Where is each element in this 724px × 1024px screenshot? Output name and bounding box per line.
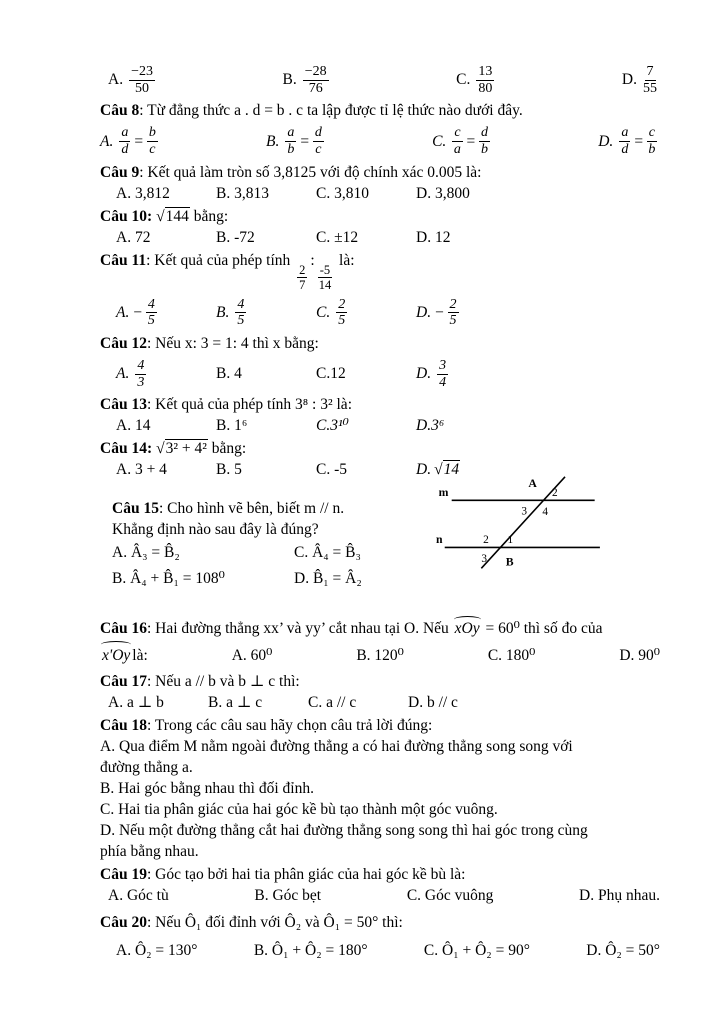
fraction: [476, 64, 494, 96]
fraction: [643, 64, 657, 96]
fraction: [619, 125, 630, 157]
q12-text: : Nếu x: 3 = 1: 4 thì x bằng:: [146, 335, 319, 353]
fraction: [303, 64, 329, 96]
option-c: [432, 124, 493, 158]
q12-title: [100, 333, 660, 354]
equals-sign: =: [299, 132, 310, 150]
fraction-denominator: 4: [439, 374, 447, 390]
q15-question: Khẳng định nào sau đây là đúng?: [112, 521, 319, 539]
fraction: [146, 297, 157, 329]
option-d: D.3⁶: [416, 417, 445, 435]
radical-sign: √: [156, 440, 165, 458]
q15-statements-row2: [100, 566, 436, 592]
q17-number: Câu 17: [100, 673, 147, 691]
option-b: B. 120⁰: [356, 647, 404, 665]
q9-options: [100, 183, 660, 204]
fraction-numerator: 4: [147, 296, 155, 312]
fraction-numerator: 13: [478, 64, 493, 79]
option-a: A. Ô₂ = 130°: [116, 942, 198, 960]
q15-statements-row1: [100, 540, 436, 566]
q8-options: [100, 124, 660, 158]
q16-line2: [100, 643, 660, 669]
option-d: D. Phụ nhau.: [579, 887, 660, 905]
option-label: C.: [456, 71, 471, 89]
radicand: 3² + 4²: [165, 440, 207, 458]
fraction-denominator: 76: [308, 80, 323, 96]
option-label: A.: [100, 132, 114, 150]
fraction-numerator: −23: [131, 64, 153, 79]
option-label: A.: [116, 303, 130, 321]
option-label: B.: [266, 132, 280, 150]
option-a: A. 3,812: [116, 184, 170, 202]
option-d: D. 90⁰: [619, 647, 660, 665]
option-label: C.: [432, 132, 447, 150]
equals-sign: =: [133, 132, 144, 150]
option-b: [266, 124, 327, 158]
option-label: B.: [216, 303, 230, 321]
fraction: [318, 263, 332, 292]
angle-A3: 3: [521, 505, 528, 518]
option-label: D.: [416, 303, 432, 321]
option-b: B. 5: [216, 461, 242, 479]
fraction-denominator: 55: [643, 80, 657, 96]
option-c: C. 180⁰: [487, 647, 536, 665]
fraction-denominator: a: [453, 142, 461, 158]
q16-text-3: là:: [132, 647, 148, 665]
q20-text: : Nếu Ô₁ đối đỉnh với Ô₂ và Ô₁ = 50° thì:: [146, 914, 403, 932]
q18-line-d2: phía bằng nhau.: [100, 843, 199, 861]
fraction: [313, 125, 324, 157]
fraction-numerator: a: [287, 125, 295, 141]
fraction: [448, 297, 459, 329]
q14-number: Câu 14:: [100, 440, 153, 458]
option-d: [598, 124, 660, 158]
option-b: [283, 63, 332, 97]
angle-A4: 4: [542, 506, 549, 519]
fraction-denominator: 14: [318, 277, 332, 292]
q19-text: : Góc tạo bởi hai tia phân giác của hai góc kề bù là:: [146, 866, 466, 884]
fraction: [452, 125, 462, 157]
q18-line-c: C. Hai tia phân giác của hai góc kề bù tạo thành một góc vuông.: [100, 801, 498, 819]
fraction-denominator: b: [648, 142, 656, 158]
option-c: C. Ô₁ + Ô₂ = 90°: [423, 942, 530, 960]
fraction: [147, 125, 158, 157]
fraction-numerator: c: [648, 125, 655, 141]
fraction: [647, 125, 657, 157]
division-colon: :: [310, 251, 315, 269]
option-label: D.: [621, 71, 637, 89]
option-b: B. -72: [216, 228, 255, 246]
q11-number: Câu 11: [100, 251, 147, 269]
q12-number: Câu 12: [100, 335, 147, 353]
angle-A2: 2: [551, 487, 558, 500]
radical-sign: √: [156, 207, 165, 225]
option-c: C. a // c: [308, 694, 357, 712]
angle-B1: 1: [507, 534, 514, 547]
fraction: [235, 297, 246, 329]
option-a: A. 3 + 4: [116, 461, 167, 479]
q15-text: : Cho hình vẽ bên, biết m // n.: [158, 500, 345, 518]
q9-title: [100, 162, 660, 183]
radical-sign: √: [434, 461, 443, 479]
option-c: C.3¹⁰: [316, 417, 349, 435]
q15-figure: [436, 474, 606, 572]
option-label: D.: [598, 132, 614, 150]
option-b: B. 1⁶: [216, 417, 248, 435]
fraction: [479, 125, 490, 157]
fraction-numerator: 2: [299, 262, 306, 277]
q15-number: Câu 15: [112, 500, 159, 518]
option-d: D. Ô₂ = 50°: [586, 942, 660, 960]
sqrt-expression: [434, 459, 460, 480]
q10-options: [100, 227, 660, 248]
option-a: [100, 124, 161, 158]
option-a: A. a ⊥ b: [108, 694, 164, 712]
option-d: D. b // c: [408, 694, 458, 712]
option-c: C. ±12: [316, 228, 359, 246]
q9-number: Câu 9: [100, 163, 140, 181]
q17-text: : Nếu a // b và b ⊥ c thì:: [146, 673, 300, 691]
option-d: [416, 296, 462, 330]
fraction-numerator: -5: [319, 262, 331, 277]
q17-title: [100, 671, 660, 692]
option-b: B. a ⊥ c: [208, 694, 263, 712]
q10-title: [100, 206, 660, 227]
q8-text: : Từ đẳng thức a . d = b . c ta lập được tỉ lệ thức nào dưới đây.: [139, 102, 523, 120]
q14-title: [100, 438, 660, 459]
option-label: A.: [116, 365, 130, 383]
minus-sign: −: [434, 303, 445, 321]
q20-options: [100, 938, 660, 964]
q13-options: [100, 415, 660, 436]
option-label: A.: [108, 71, 124, 89]
q8-number: Câu 8: [100, 102, 140, 120]
fraction-numerator: d: [314, 125, 322, 141]
q9-text: : Kết quả làm tròn số 3,8125 với độ chính xác 0.005 là:: [139, 163, 482, 181]
q16-title: [100, 618, 660, 639]
fraction-numerator: a: [121, 125, 129, 141]
option-a: A. 72: [116, 228, 151, 246]
option-a: [116, 357, 216, 391]
fraction: [119, 125, 130, 157]
q19-title: [100, 864, 660, 885]
q8-title: [100, 100, 660, 121]
fraction-denominator: 80: [478, 80, 493, 96]
q13-text: : Kết quả của phép tính 3⁸ : 3² là:: [146, 396, 352, 414]
option-d: [416, 357, 451, 391]
option-c: C. -5: [316, 461, 347, 479]
q17-options: [100, 692, 660, 713]
fraction-denominator: 50: [135, 80, 150, 96]
q16-text: : Hai đường thẳng xx’ và yy’ cắt nhau tại O. Nếu: [146, 620, 453, 638]
q14-text: bằng:: [207, 440, 247, 458]
q18-title: [100, 715, 660, 736]
angle-B2: 2: [483, 534, 489, 547]
option-c: C.12: [316, 365, 346, 383]
fraction-denominator: c: [149, 142, 156, 158]
fraction-numerator: d: [481, 125, 488, 141]
fraction-denominator: 5: [338, 313, 346, 329]
option-d: D. 3,800: [416, 184, 470, 202]
q18-line-d1: D. Nếu một đường thẳng cắt hai đường thẳng song song thì hai góc trong cùng: [100, 822, 588, 840]
option-c: [316, 296, 416, 330]
equals-sign: =: [465, 132, 476, 150]
q18-line-a1: A. Qua điểm M nằm ngoài đường thẳng a có hai đường thẳng song song với: [100, 738, 573, 756]
q13-number: Câu 13: [100, 396, 147, 414]
q11-text-end: là:: [335, 251, 355, 269]
equals-sign: =: [633, 132, 644, 150]
q19-number: Câu 19: [100, 866, 147, 884]
option-label: B.: [282, 71, 297, 89]
option-c: C. Góc vuông: [406, 887, 494, 905]
fraction-denominator: c: [315, 142, 322, 158]
minus-sign: −: [132, 303, 143, 321]
option-label: C.: [316, 303, 331, 321]
fraction: [129, 64, 155, 96]
fraction-numerator: −28: [304, 64, 327, 79]
q13-title: [100, 394, 660, 415]
q11-title: [100, 250, 660, 293]
q7-options-row: [100, 63, 660, 97]
angle-B3: 3: [481, 553, 488, 566]
fraction: [297, 263, 307, 292]
fraction-denominator: b: [287, 142, 295, 158]
statement-b: B. Â₄ + B̂₁ = 108⁰: [112, 570, 225, 588]
fraction-numerator: 2: [338, 296, 346, 312]
fraction-numerator: 3: [439, 358, 447, 374]
option-a: [108, 63, 158, 97]
fraction: [336, 297, 347, 329]
fraction-numerator: c: [454, 125, 461, 141]
option-b: [216, 296, 316, 330]
q16-number: Câu 16: [100, 620, 147, 638]
option-d: [622, 63, 660, 97]
angle-xpOy: x'Oy: [100, 643, 132, 669]
option-a: A. Góc tù: [108, 887, 169, 905]
q12-options: [100, 357, 660, 391]
fraction-denominator: b: [481, 142, 488, 158]
radicand: 144: [165, 207, 189, 225]
q18-text: : Trong các câu sau hãy chọn câu trả lời đúng:: [146, 717, 433, 735]
option-label: D.: [416, 461, 432, 479]
radicand: 14: [443, 461, 460, 479]
fraction-denominator: 5: [147, 313, 155, 329]
fraction: [135, 358, 146, 390]
fraction: [437, 358, 448, 390]
q10-text: bằng:: [189, 207, 229, 225]
statement-c: C. Â₄ = B̂₃: [294, 544, 361, 562]
q18-number: Câu 18: [100, 717, 147, 735]
fraction-denominator: d: [621, 142, 629, 158]
option-c: [456, 63, 497, 97]
fraction-denominator: 7: [299, 277, 306, 292]
label-n: n: [436, 533, 443, 547]
angle-xpOy-phrase: [100, 643, 148, 669]
fraction-numerator: b: [148, 125, 156, 141]
q18-line-b: B. Hai góc bằng nhau thì đối đỉnh.: [100, 780, 314, 798]
option-b: B. 3,813: [216, 184, 269, 202]
option-b: B. Góc bẹt: [254, 887, 322, 905]
label-m: m: [438, 486, 449, 500]
fraction-numerator: 7: [646, 64, 654, 79]
option-c: C. 3,810: [316, 184, 369, 202]
q19-options: [100, 885, 660, 906]
label-B: B: [505, 556, 514, 570]
option-d: [416, 459, 460, 480]
q18-line-a2: đường thẳng a.: [100, 759, 193, 777]
q20-title: [100, 912, 660, 933]
option-b: B. 4: [216, 365, 242, 383]
sqrt-expression: [156, 440, 208, 457]
option-a: A. 60⁰: [231, 647, 273, 665]
statement-a: A. Â₃ = B̂₂: [112, 544, 180, 562]
label-A: A: [528, 477, 537, 491]
fraction-numerator: 2: [449, 296, 457, 312]
angle-xOy: xOy: [454, 620, 480, 638]
q16-text-2: = 60⁰ thì số đo của: [481, 620, 603, 638]
fraction-denominator: d: [121, 142, 129, 158]
fraction-denominator: 3: [137, 374, 145, 390]
sqrt-expression: [156, 208, 190, 225]
fraction-numerator: a: [621, 125, 629, 141]
option-d: D. 12: [416, 228, 451, 246]
fraction-denominator: 5: [237, 313, 245, 329]
fraction: [285, 125, 296, 157]
q15-block: [100, 477, 660, 592]
statement-d: D. B̂₁ = Â₂: [294, 570, 362, 588]
fraction-numerator: 4: [237, 296, 245, 312]
option-a: [116, 296, 216, 330]
q11-options: [100, 296, 660, 330]
option-a: A. 14: [116, 417, 151, 435]
option-b: B. Ô₁ + Ô₂ = 180°: [253, 942, 368, 960]
fraction-denominator: 5: [449, 313, 457, 329]
q20-number: Câu 20: [100, 914, 147, 932]
q10-number: Câu 10:: [100, 207, 153, 225]
q11-text: : Kết quả của phép tính: [146, 251, 295, 269]
fraction-numerator: 4: [137, 358, 145, 374]
option-label: D.: [416, 365, 432, 383]
